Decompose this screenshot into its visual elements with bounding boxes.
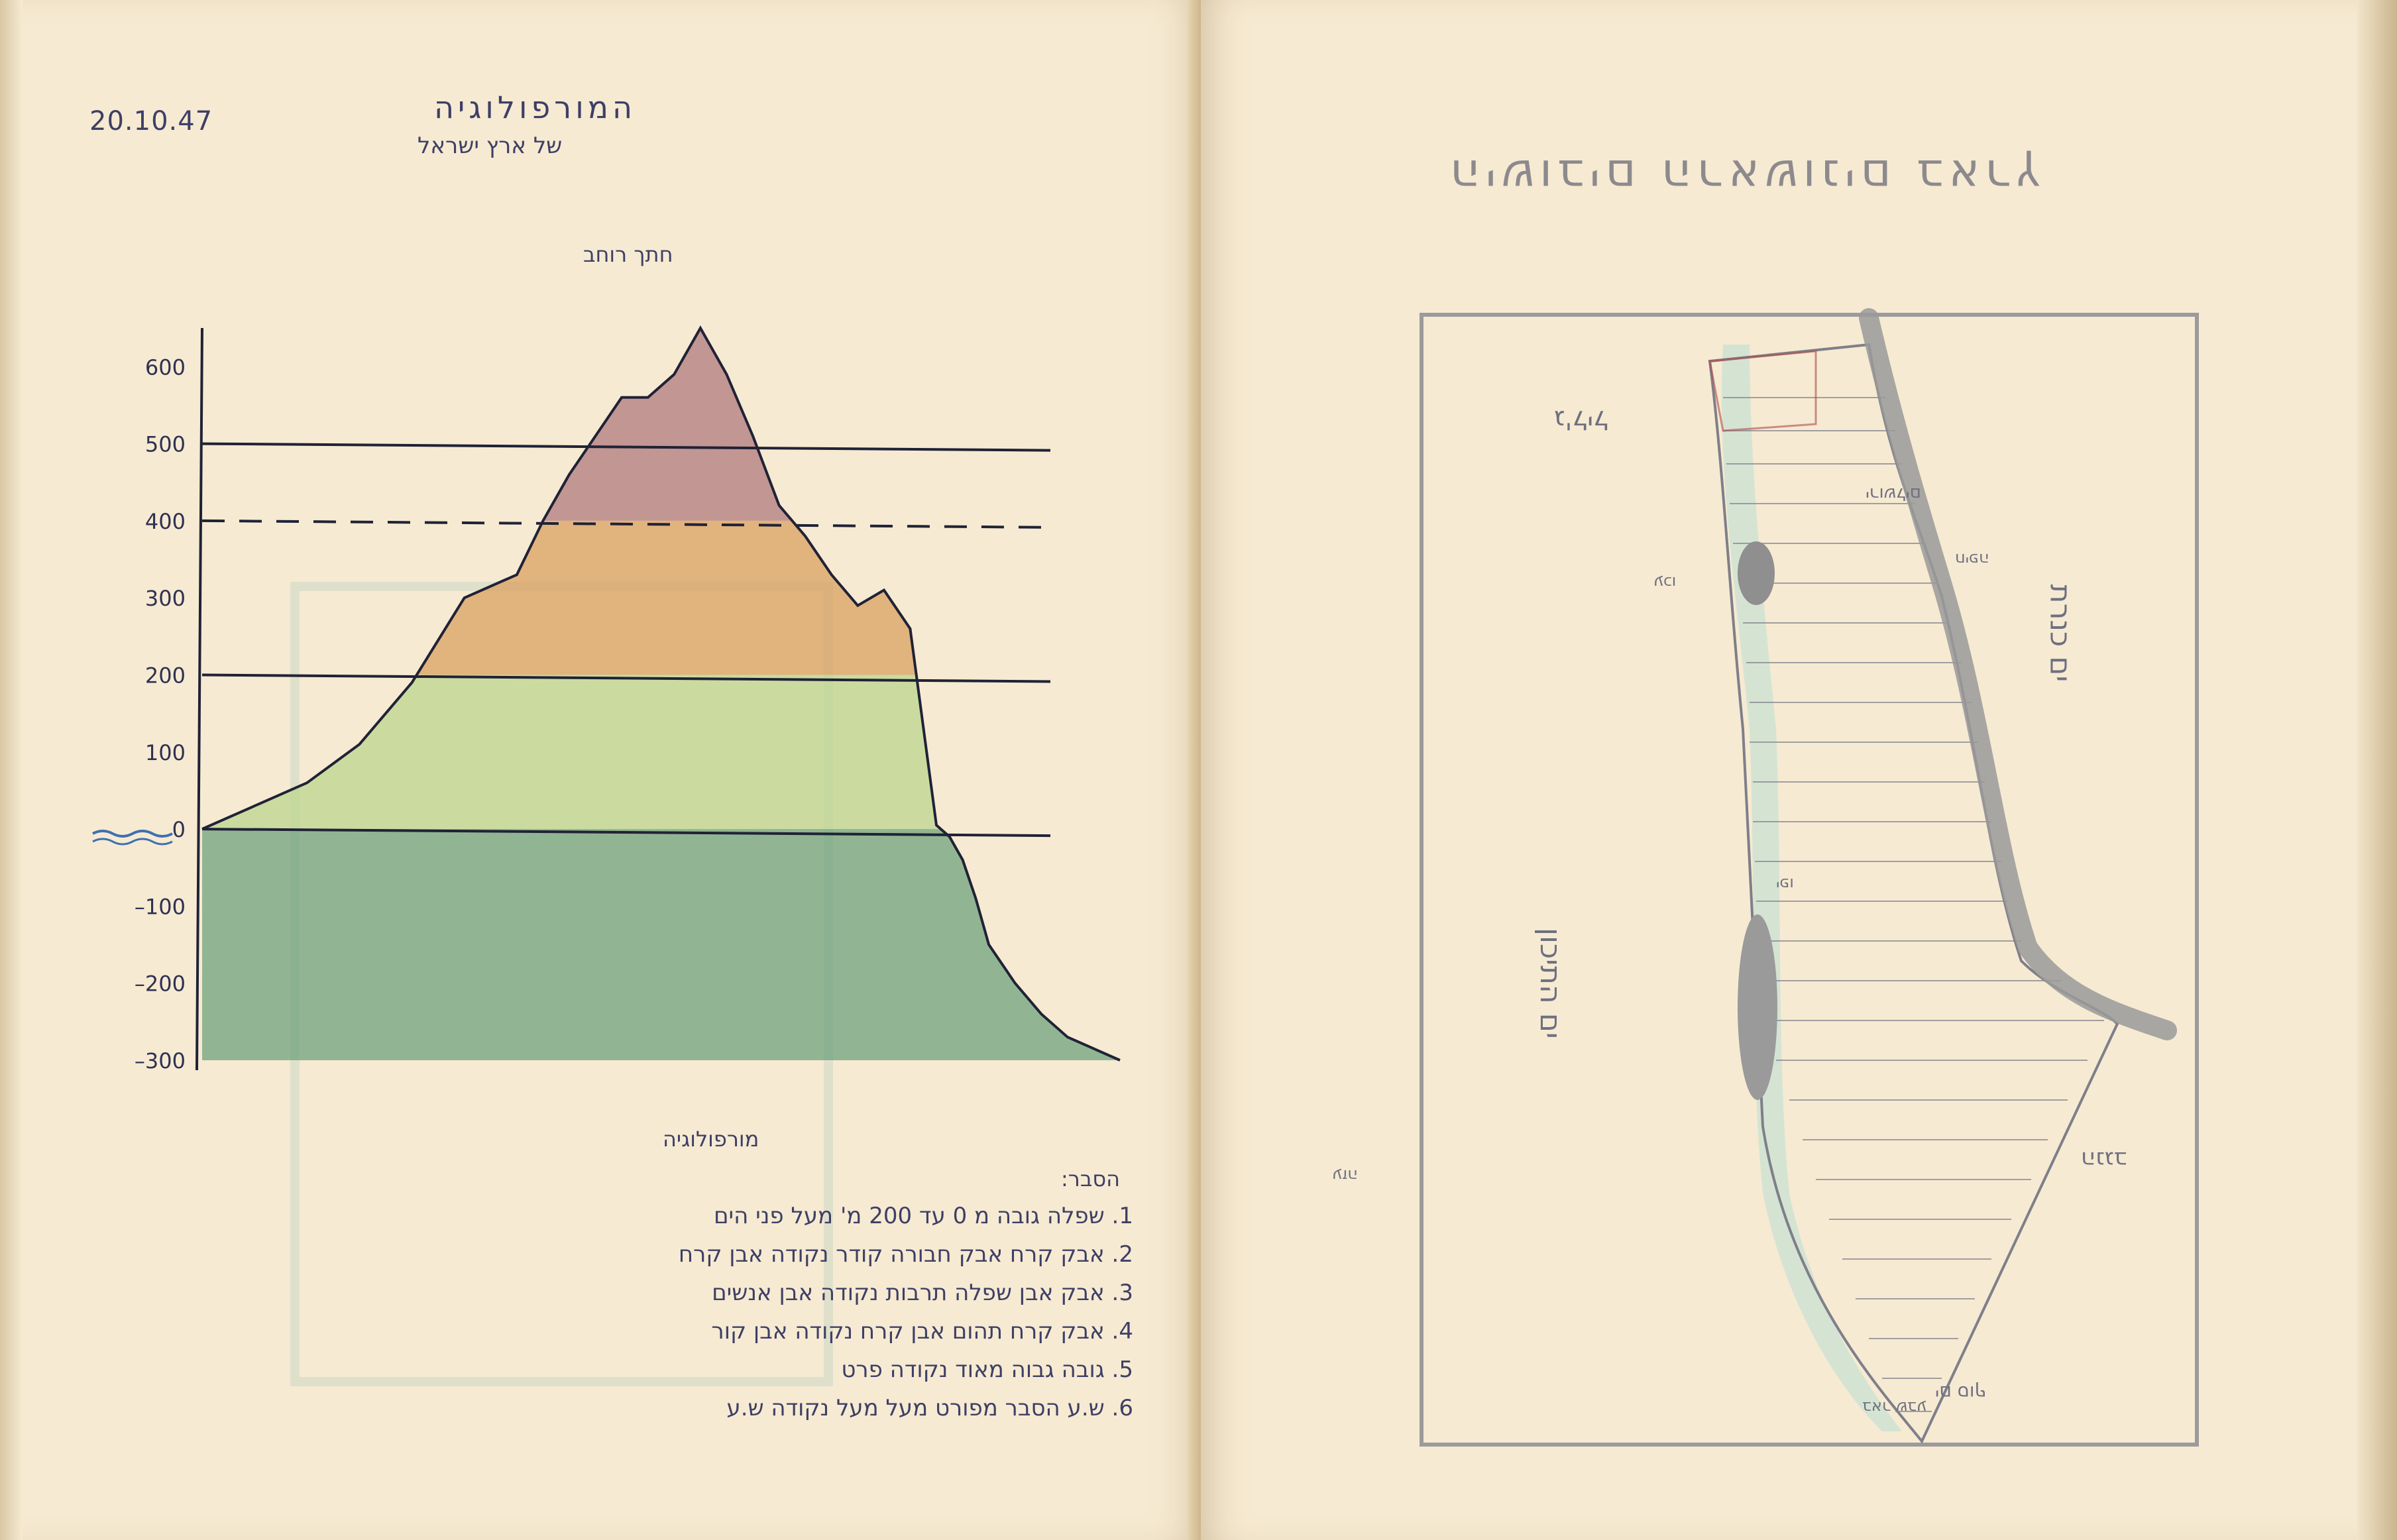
- map-label-east-sea: ים כנרת: [2043, 584, 2078, 683]
- legend-item: 2. אבק קרח אבק חבורה קודר נקודה אבן קרח: [678, 1241, 1133, 1268]
- y-tick-label: 200: [144, 663, 186, 688]
- map-label-north: ג'ליל: [1554, 404, 1608, 435]
- y-tick-label: –200: [134, 971, 186, 997]
- map-town: עכו: [1653, 573, 1677, 592]
- map-label-negev: הנגב: [2081, 1146, 2127, 1173]
- y-tick-label: 300: [144, 586, 186, 612]
- legend-item: 5. גובה גבוה מאוד נקודה פרט: [841, 1356, 1133, 1383]
- lake-south: [1738, 914, 1777, 1100]
- axis-caption: מורפולוגיה: [663, 1127, 759, 1152]
- map-town: עזה: [1332, 1166, 1359, 1185]
- lake-north: [1738, 541, 1775, 605]
- y-tick-label: 100: [144, 740, 186, 765]
- page-subtitle: של ארץ ישראל: [418, 133, 563, 159]
- map-town: חיפה: [1955, 550, 1989, 569]
- entry-date: 20.10.47: [89, 106, 213, 137]
- map-town: יפו: [1776, 875, 1794, 893]
- coastal-strip: [1722, 345, 1902, 1431]
- legend-item: 1. שפלה גובה מ 0 עד 200 מ' מעל פני הים: [714, 1203, 1133, 1229]
- latitude-lines: [1723, 398, 2104, 1411]
- page-title: המורפולוגיה: [434, 89, 637, 125]
- map-label-center: ירושלים: [1866, 484, 1921, 504]
- y-tick-label: –300: [134, 1048, 186, 1073]
- legend-item: 3. אבק אבן שפלה תרבות נקודה אבן אנשים: [712, 1280, 1133, 1306]
- y-tick-label: –100: [134, 894, 186, 920]
- legend-title: הסבר:: [1060, 1166, 1120, 1191]
- y-tick-label: 500: [144, 431, 186, 457]
- section-label: חתך רוחב: [583, 242, 673, 267]
- map-label-coast: ים התיכון: [1533, 928, 1567, 1039]
- jordan-river: [1869, 318, 2167, 1030]
- map-town: באר שבע: [1862, 1398, 1926, 1417]
- map-label-south: ים סוף: [1935, 1382, 1987, 1403]
- y-tick-label: 600: [144, 355, 186, 380]
- y-tick-label: 400: [144, 508, 186, 534]
- legend-item: 4. אבק קרח תהום אבן קרח נקודה אבן קור: [711, 1318, 1133, 1345]
- y-tick-label: 0: [172, 817, 186, 843]
- legend-item: 6. ש.ע הסבר מפורט מעל מעל נקודה ש.ע: [726, 1395, 1133, 1421]
- map-title: הישובים הראשונים בארץ: [1445, 149, 2042, 203]
